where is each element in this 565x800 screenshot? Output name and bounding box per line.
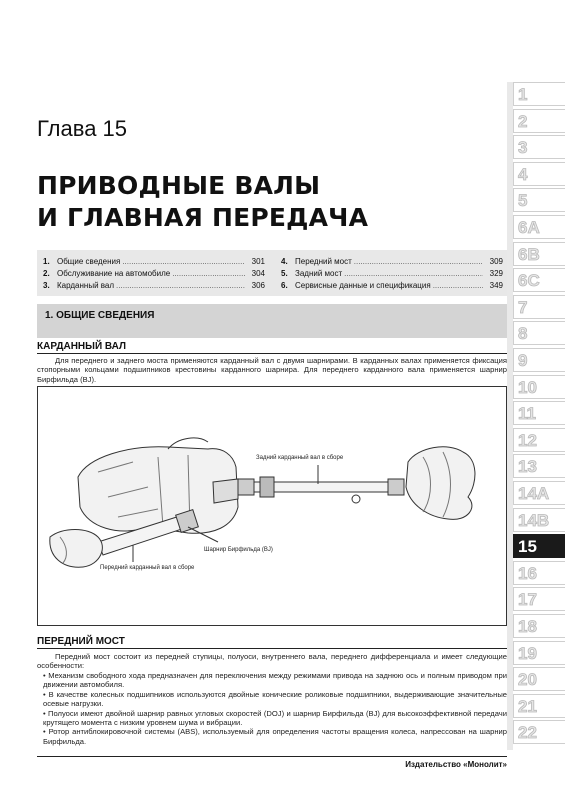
- toc-page: 349: [489, 281, 503, 290]
- chapter-title: [37, 170, 507, 234]
- tab-label: 22: [518, 723, 537, 743]
- toc-num: 1.: [43, 257, 50, 266]
- toc-column-right: [281, 256, 503, 292]
- tab-chapter-9[interactable]: [513, 348, 565, 372]
- tab-label: 8: [518, 324, 528, 344]
- tab-chapter-20[interactable]: [513, 667, 565, 691]
- tab-chapter-6b[interactable]: [513, 242, 565, 266]
- toc-leader: [122, 256, 245, 268]
- toc-leader: [433, 280, 483, 292]
- subheading-front-axle: ПЕРЕДНИЙ МОСТ: [37, 636, 507, 649]
- tab-chapter-11[interactable]: [513, 401, 565, 425]
- tab-label: 3: [518, 138, 528, 158]
- tab-label: 20: [518, 670, 537, 690]
- tab-chapter-16[interactable]: [513, 561, 565, 585]
- tab-label: 6A: [518, 218, 540, 237]
- tab-chapter-1[interactable]: [513, 82, 565, 106]
- label-rear-shaft: Задний карданный вал в сборе: [256, 455, 344, 461]
- driveshaft-illustration: [38, 387, 506, 625]
- label-birfield-joint: Шарнир Бирфильда (BJ): [204, 547, 273, 553]
- tab-chapter-18[interactable]: [513, 614, 565, 638]
- toc-row[interactable]: [43, 268, 265, 280]
- subheading-driveshaft: КАРДАННЫЙ ВАЛ: [37, 341, 507, 354]
- section-header: [37, 304, 507, 338]
- tab-chapter-17[interactable]: [513, 587, 565, 611]
- tab-label: 6C: [518, 271, 540, 291]
- tab-label: 17: [518, 590, 537, 610]
- tab-chapter-13[interactable]: [513, 454, 565, 478]
- table-of-contents: [37, 250, 507, 296]
- toc-row[interactable]: [43, 280, 265, 292]
- tab-label: 4: [518, 164, 528, 184]
- chapter-label: Глава 15: [37, 116, 128, 141]
- list-item: • Механизм свободного хода предназначен для переключения между режимами привода на заднюю ось и полным приводом при движении автомобиля.: [43, 671, 507, 690]
- title-line-1: ПРИВОДНЫЕ ВАЛЫ: [37, 171, 321, 200]
- toc-page: 304: [251, 269, 265, 278]
- tab-chapter-3[interactable]: [513, 135, 565, 159]
- toc-row[interactable]: [281, 256, 503, 268]
- section-title: 1. ОБЩИЕ СВЕДЕНИЯ: [45, 310, 155, 321]
- tab-chapter-6a[interactable]: [513, 215, 565, 239]
- toc-page: 306: [251, 281, 265, 290]
- tab-label: 2: [518, 111, 528, 131]
- toc-label: Задний мост: [295, 269, 343, 278]
- toc-leader: [344, 268, 483, 280]
- toc-row[interactable]: [43, 256, 265, 268]
- tab-chapter-5[interactable]: [513, 188, 565, 212]
- tab-label: 15: [518, 537, 537, 557]
- tab-label: 11: [518, 404, 536, 424]
- toc-num: 3.: [43, 281, 50, 290]
- tab-label: 21: [518, 696, 537, 716]
- tab-label: 13: [518, 457, 537, 477]
- publisher: Издательство «Монолит»: [405, 760, 507, 769]
- tab-label: 7: [518, 297, 528, 317]
- toc-leader: [172, 268, 245, 280]
- tab-chapter-14a[interactable]: [513, 481, 565, 505]
- toc-num: 6.: [281, 281, 288, 290]
- list-item: • В качестве колесных подшипников используются двойные конические роликовые подшипники, выдерживающие значительные осевые нагрузки.: [43, 689, 507, 709]
- tab-label: 14B: [518, 510, 550, 530]
- tab-chapter-2[interactable]: [513, 109, 565, 133]
- tab-chapter-10[interactable]: [513, 375, 565, 399]
- tab-chapter-7[interactable]: [513, 295, 565, 319]
- tab-chapter-22[interactable]: [513, 720, 565, 744]
- tab-label: 1: [518, 85, 528, 104]
- title-line-2: И ГЛАВНАЯ ПЕРЕДАЧА: [37, 203, 369, 232]
- tab-chapter-21[interactable]: [513, 694, 565, 718]
- toc-label: Обслуживание на автомобиле: [57, 269, 171, 278]
- paragraph-front-axle: Передний мост состоит из передней ступицы, полуоси, внутреннего вала, переднего дифференциала и имеет следующие особенности:: [37, 652, 507, 671]
- tab-chapter-4[interactable]: [513, 162, 565, 186]
- tab-chapter-19[interactable]: [513, 641, 565, 665]
- tab-chapter-12[interactable]: [513, 428, 565, 452]
- bullet-list: [37, 671, 507, 746]
- tab-label: 10: [518, 377, 537, 397]
- toc-leader: [354, 256, 483, 268]
- tab-label: 12: [518, 430, 537, 450]
- toc-leader: [116, 280, 245, 292]
- list-item: • Полуоси имеют двойной шарнир равных угловых скоростей (DOJ) и шарнир Бирфильда (BJ) для высокоэффективной передачи крутящего момента с низким уровнем шума и вибрации.: [43, 708, 507, 728]
- tab-label: 14A: [518, 484, 550, 503]
- tab-chapter-8[interactable]: [513, 321, 565, 345]
- paragraph-driveshaft: Для переднего и заднего моста применяются карданный вал с двумя шарнирами. В карданных валах применяется фиксация стопорными кольцами подшипников крестовины карданного шарнира. Для переднего карданного вала применяется шарнир Бирфильда (BJ).: [37, 356, 507, 384]
- tab-label: 18: [518, 617, 537, 636]
- toc-row[interactable]: [281, 268, 503, 280]
- toc-num: 5.: [281, 269, 288, 278]
- tab-label: 16: [518, 563, 537, 583]
- toc-page: 301: [251, 257, 265, 266]
- footer: [37, 756, 507, 769]
- tab-chapter-15[interactable]: [513, 534, 565, 558]
- list-item: • Ротор антиблокировочной системы (ABS), используемый для определения частоты вращения колеса, напрессован на шарнир Бирфильда.: [43, 727, 507, 746]
- label-front-shaft: Передний карданный вал в сборе: [100, 565, 195, 571]
- tab-label: 5: [518, 191, 528, 211]
- toc-row[interactable]: [281, 280, 503, 292]
- toc-label: Общие сведения: [57, 257, 121, 266]
- tab-label: 6B: [518, 244, 540, 264]
- tab-chapter-14b[interactable]: [513, 508, 565, 532]
- toc-column-left: [43, 256, 265, 292]
- toc-label: Сервисные данные и спецификация: [295, 281, 431, 290]
- toc-label: Передний мост: [295, 257, 352, 266]
- tab-label: 9: [518, 351, 528, 370]
- tab-label: 19: [518, 643, 537, 663]
- toc-page: 309: [489, 257, 503, 266]
- tab-chapter-6c[interactable]: [513, 268, 565, 292]
- toc-label: Карданный вал: [57, 281, 115, 290]
- toc-num: 2.: [43, 269, 50, 278]
- driveshaft-figure: [37, 386, 507, 626]
- toc-num: 4.: [281, 257, 288, 266]
- toc-page: 329: [489, 269, 503, 278]
